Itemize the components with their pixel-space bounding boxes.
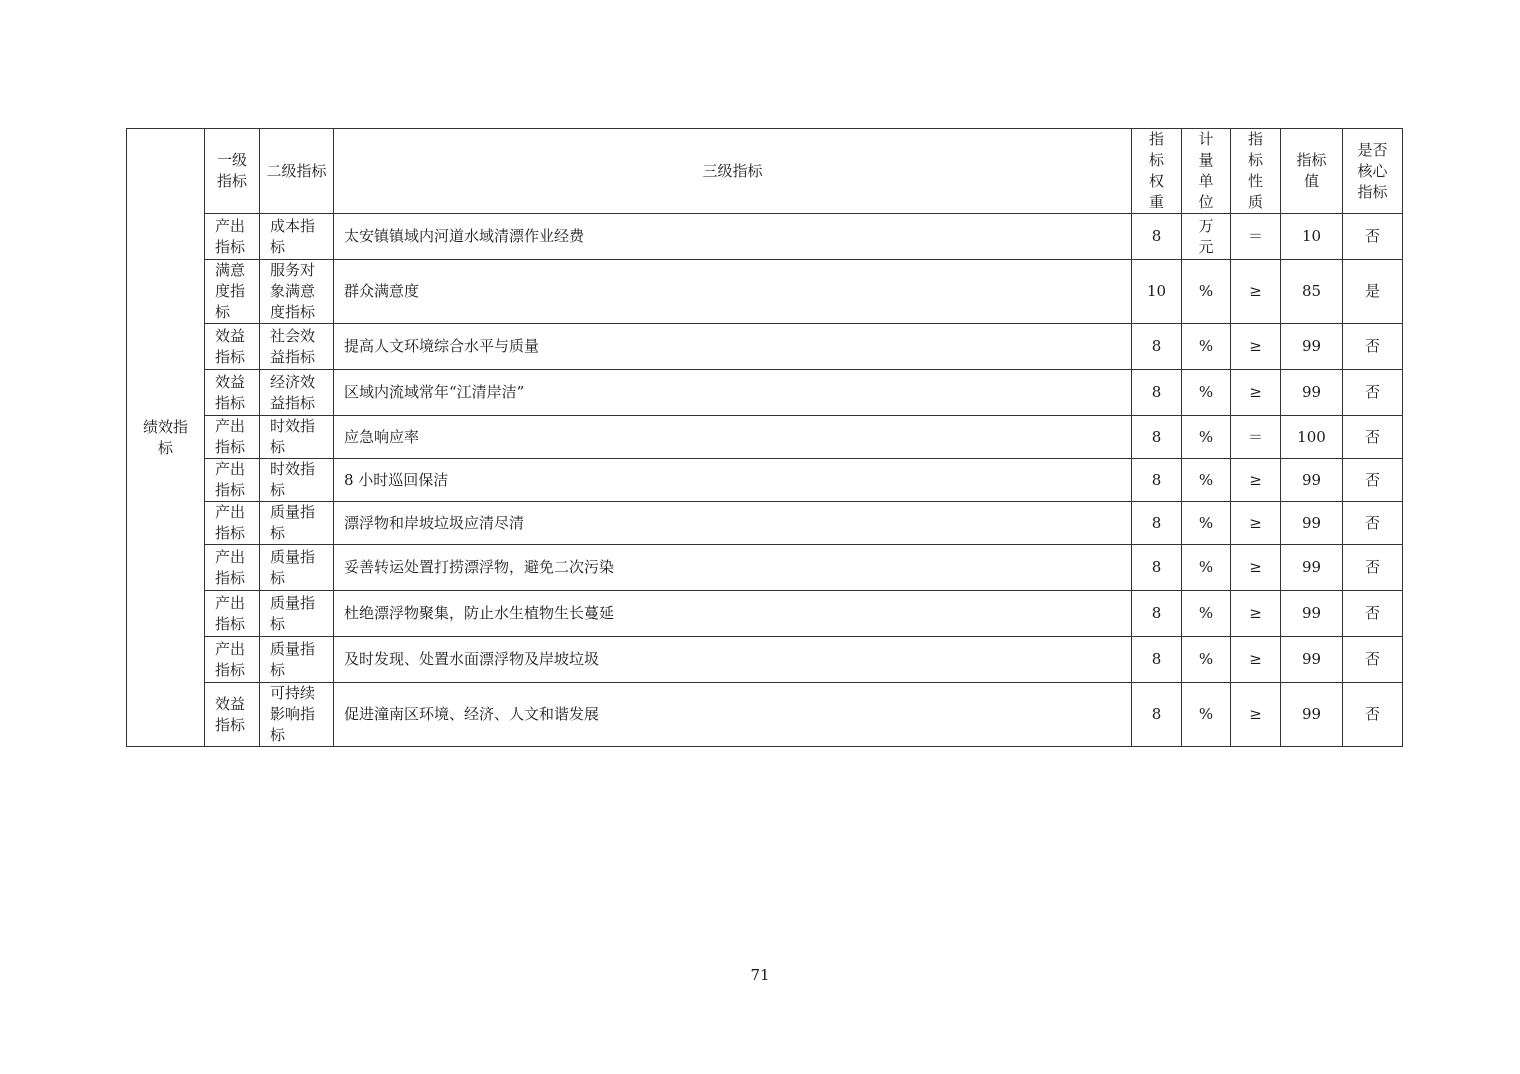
- table-row: [127, 683, 1403, 747]
- nature-cell: ＝: [1231, 214, 1281, 260]
- core-cell: 否: [1343, 416, 1403, 459]
- weight-cell: 8: [1132, 591, 1182, 637]
- category-cell: 绩效指标: [127, 129, 205, 747]
- page-number: 71: [750, 966, 770, 984]
- level1-cell: 满意度指标: [205, 260, 260, 324]
- header-unit: 计量单位: [1182, 129, 1231, 214]
- header-row: [127, 129, 1403, 214]
- level2-cell: 质量指标: [260, 637, 334, 683]
- value-cell: 85: [1281, 260, 1343, 324]
- nature-cell: ≥: [1231, 502, 1281, 545]
- weight-cell: 8: [1132, 502, 1182, 545]
- value-cell: 99: [1281, 591, 1343, 637]
- unit-cell: 万元: [1182, 214, 1231, 260]
- level1-cell: 效益指标: [205, 370, 260, 416]
- core-cell: 否: [1343, 591, 1403, 637]
- level1-cell: 产出指标: [205, 502, 260, 545]
- level3-cell: 应急响应率: [334, 416, 1132, 459]
- table-row: [127, 260, 1403, 324]
- level3-cell: 群众满意度: [334, 260, 1132, 324]
- level1-cell: 产出指标: [205, 545, 260, 591]
- level2-cell: 时效指标: [260, 416, 334, 459]
- level1-cell: 产出指标: [205, 591, 260, 637]
- value-cell: 99: [1281, 545, 1343, 591]
- level1-cell: 产出指标: [205, 214, 260, 260]
- level3-cell: 区域内流域常年“江清岸洁”: [334, 370, 1132, 416]
- level2-cell: 社会效益指标: [260, 324, 334, 370]
- level2-cell: 服务对象满意度指标: [260, 260, 334, 324]
- nature-cell: ≥: [1231, 459, 1281, 502]
- nature-cell: ≥: [1231, 260, 1281, 324]
- core-cell: 否: [1343, 370, 1403, 416]
- level3-cell: 提高人文环境综合水平与质量: [334, 324, 1132, 370]
- nature-cell: ＝: [1231, 416, 1281, 459]
- unit-cell: %: [1182, 370, 1231, 416]
- level2-cell: 经济效益指标: [260, 370, 334, 416]
- table-row: [127, 502, 1403, 545]
- level3-cell: 8 小时巡回保洁: [334, 459, 1132, 502]
- level2-cell: 质量指标: [260, 502, 334, 545]
- level3-cell: 及时发现、处置水面漂浮物及岸坡垃圾: [334, 637, 1132, 683]
- header-level1: 一级指标: [205, 129, 260, 214]
- table-row: [127, 591, 1403, 637]
- unit-cell: %: [1182, 260, 1231, 324]
- level1-cell: 产出指标: [205, 459, 260, 502]
- weight-cell: 8: [1132, 683, 1182, 747]
- weight-cell: 8: [1132, 637, 1182, 683]
- value-cell: 99: [1281, 370, 1343, 416]
- header-level2: 二级指标: [260, 129, 334, 214]
- nature-cell: ≥: [1231, 591, 1281, 637]
- unit-cell: %: [1182, 637, 1231, 683]
- level3-cell: 太安镇镇域内河道水域清漂作业经费: [334, 214, 1132, 260]
- nature-cell: ≥: [1231, 324, 1281, 370]
- value-cell: 10: [1281, 214, 1343, 260]
- weight-cell: 8: [1132, 459, 1182, 502]
- value-cell: 99: [1281, 324, 1343, 370]
- weight-cell: 8: [1132, 214, 1182, 260]
- level3-cell: 杜绝漂浮物聚集，防止水生植物生长蔓延: [334, 591, 1132, 637]
- nature-cell: ≥: [1231, 683, 1281, 747]
- core-cell: 否: [1343, 324, 1403, 370]
- table-row: [127, 324, 1403, 370]
- level3-cell: 促进潼南区环境、经济、人文和谐发展: [334, 683, 1132, 747]
- value-cell: 99: [1281, 637, 1343, 683]
- unit-cell: %: [1182, 591, 1231, 637]
- unit-cell: %: [1182, 683, 1231, 747]
- level2-cell: 成本指标: [260, 214, 334, 260]
- unit-cell: %: [1182, 324, 1231, 370]
- weight-cell: 8: [1132, 545, 1182, 591]
- table-row: [127, 214, 1403, 260]
- value-cell: 99: [1281, 683, 1343, 747]
- core-cell: 否: [1343, 214, 1403, 260]
- level1-cell: 产出指标: [205, 637, 260, 683]
- nature-cell: ≥: [1231, 370, 1281, 416]
- nature-cell: ≥: [1231, 545, 1281, 591]
- unit-cell: %: [1182, 459, 1231, 502]
- core-cell: 否: [1343, 502, 1403, 545]
- weight-cell: 8: [1132, 416, 1182, 459]
- table-row: [127, 459, 1403, 502]
- header-weight: 指标权重: [1132, 129, 1182, 214]
- level2-cell: 质量指标: [260, 545, 334, 591]
- unit-cell: %: [1182, 545, 1231, 591]
- weight-cell: 8: [1132, 324, 1182, 370]
- header-level3: 三级指标: [334, 129, 1132, 214]
- level2-cell: 质量指标: [260, 591, 334, 637]
- level1-cell: 效益指标: [205, 683, 260, 747]
- core-cell: 否: [1343, 459, 1403, 502]
- core-cell: 否: [1343, 683, 1403, 747]
- header-nature: 指标性质: [1231, 129, 1281, 214]
- level3-cell: 妥善转运处置打捞漂浮物，避免二次污染: [334, 545, 1132, 591]
- value-cell: 99: [1281, 502, 1343, 545]
- weight-cell: 10: [1132, 260, 1182, 324]
- weight-cell: 8: [1132, 370, 1182, 416]
- nature-cell: ≥: [1231, 637, 1281, 683]
- core-cell: 否: [1343, 637, 1403, 683]
- header-core: 是否核心指标: [1343, 129, 1403, 214]
- core-cell: 是: [1343, 260, 1403, 324]
- performance-indicator-table: [126, 128, 1403, 747]
- level1-cell: 产出指标: [205, 416, 260, 459]
- table-row: [127, 370, 1403, 416]
- level2-cell: 时效指标: [260, 459, 334, 502]
- table-row: [127, 545, 1403, 591]
- unit-cell: %: [1182, 502, 1231, 545]
- header-value: 指标值: [1281, 129, 1343, 214]
- level3-cell: 漂浮物和岸坡垃圾应清尽清: [334, 502, 1132, 545]
- table-row: [127, 637, 1403, 683]
- value-cell: 100: [1281, 416, 1343, 459]
- core-cell: 否: [1343, 545, 1403, 591]
- level2-cell: 可持续影响指标: [260, 683, 334, 747]
- unit-cell: %: [1182, 416, 1231, 459]
- value-cell: 99: [1281, 459, 1343, 502]
- table-row: [127, 416, 1403, 459]
- level1-cell: 效益指标: [205, 324, 260, 370]
